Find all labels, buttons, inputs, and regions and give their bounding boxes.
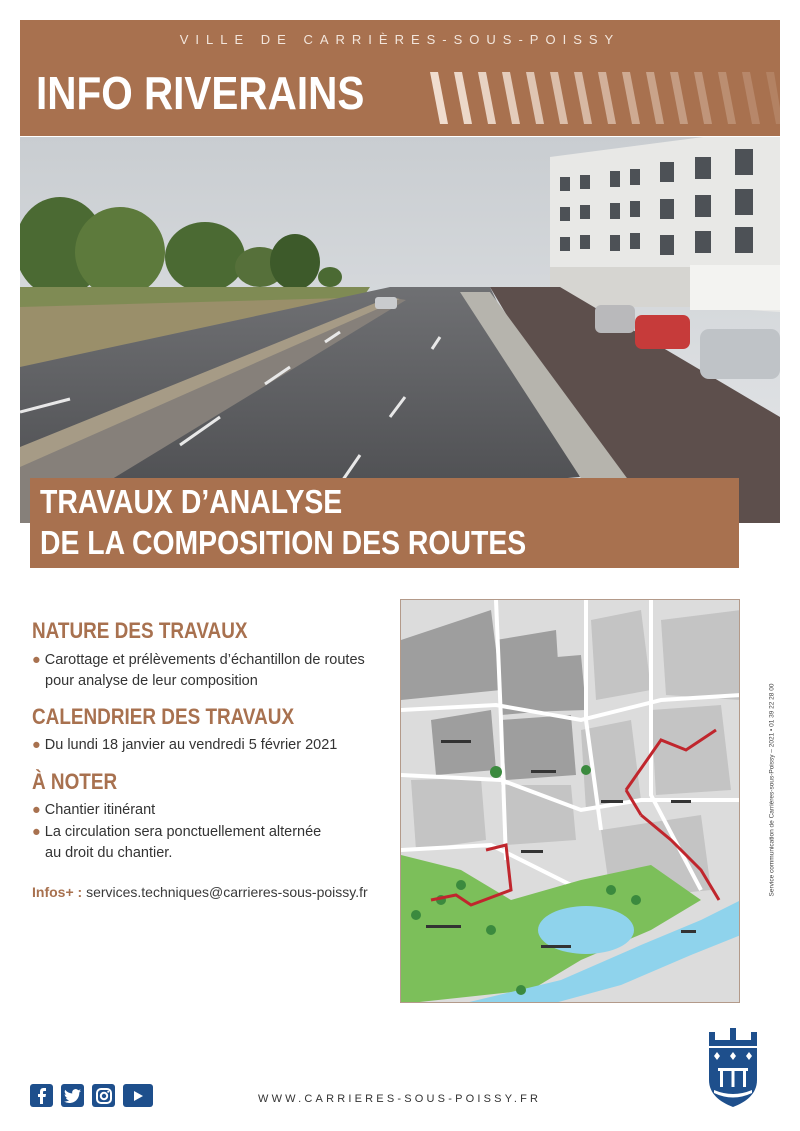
contact-email-link[interactable]: services.techniques@carrieres-sous-poissy.fr <box>86 884 368 900</box>
city-name: VILLE DE CARRIÈRES-SOUS-POISSY <box>179 32 621 47</box>
bullet-text: Chantier itinérant <box>44 802 156 818</box>
infos-label: Infos+ : <box>32 884 83 900</box>
bullet-noter-2 <box>32 822 321 864</box>
infos-contact <box>32 884 368 900</box>
page-title: INFO RIVERAINS <box>36 67 365 119</box>
banner-title-line1: TRAVAUX D’ANALYSE <box>40 483 343 520</box>
bullet-dot: ● <box>32 737 41 753</box>
bullet-text: Carottage et prélèvements d’échantillon de routes <box>44 652 365 668</box>
decorative-stripes <box>408 72 780 124</box>
heading-a-noter: À NOTER <box>32 769 118 794</box>
communication-credit <box>762 600 782 980</box>
bullet-dot: ● <box>32 652 41 668</box>
social-links <box>30 1084 153 1107</box>
roadworks-map <box>400 599 740 1003</box>
bullet-text: La circulation sera ponctuellement alternée <box>44 824 322 840</box>
heading-nature: NATURE DES TRAVAUX <box>32 618 248 643</box>
title-banner <box>30 478 739 568</box>
bullet-dot: ● <box>32 824 41 840</box>
bullet-text: Du lundi 18 janvier au vendredi 5 février 2021 <box>44 737 338 753</box>
facebook-icon[interactable] <box>30 1084 53 1107</box>
bullet-text-continuation: au droit du chantier. <box>45 845 173 861</box>
bullet-calendrier <box>32 735 337 756</box>
bullet-dot: ● <box>32 802 41 818</box>
banner-title-line2: DE LA COMPOSITION DES ROUTES <box>40 524 527 561</box>
bullet-nature <box>32 650 365 692</box>
bullet-text-continuation: pour analyse de leur composition <box>45 673 258 689</box>
credit-text: Service communication de Carrières-sous-Poissy – 2021 • 01 39 22 28 00 <box>768 683 776 897</box>
bullet-noter-1 <box>32 800 155 821</box>
city-crest-logo <box>706 1028 760 1108</box>
header-banner <box>20 20 780 136</box>
twitter-icon[interactable] <box>61 1084 84 1107</box>
street-photo <box>20 137 780 523</box>
heading-calendrier: CALENDRIER DES TRAVAUX <box>32 704 295 729</box>
website-link[interactable]: WWW.CARRIERES-SOUS-POISSY.FR <box>258 1093 542 1105</box>
youtube-icon[interactable] <box>123 1084 153 1107</box>
instagram-icon[interactable] <box>92 1084 115 1107</box>
